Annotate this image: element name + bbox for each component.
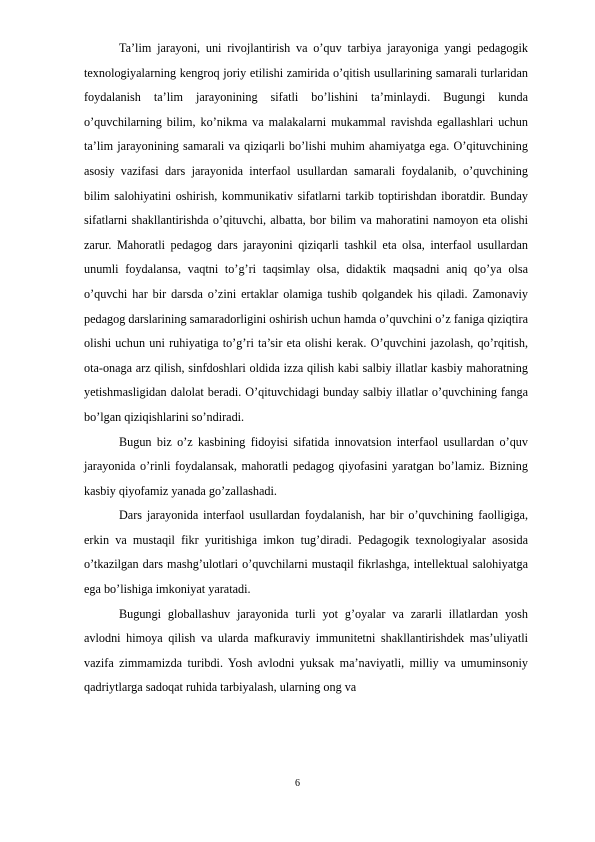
page-number: 6 bbox=[295, 778, 300, 789]
paragraph-3: Dars jarayonida interfaol usullardan foydalanish, har bir o’quvchining faolligiga, erkin va mustaqil fikr yuritishiga imkon tug’diradi. Pedagogik texnologiyalar asosida o’tkazilgan dars mashg’ulotlari o’quvchilarni mustaqil fikrlashga, intellektual salohiyatga ega bo’lishiga imkoniyat yaratadi. bbox=[84, 508, 528, 597]
paragraph-4: Bugungi globallashuv jarayonida turli yot g’oyalar va zararli illatlardan yosh avlodni himoya qilish va ularda mafkuraviy immunitetni shakllantirishdek mas’uliyatli vazifa zimmamizda turibdi. Yosh avlodni yuksak ma’naviyatli, milliy va umuminsoniy qadriytlarga sadoqat ruhida tarbiyalash, ularning ong va bbox=[84, 606, 528, 695]
document-page bbox=[84, 36, 528, 700]
paragraph-2: Bugun biz o’z kasbining fidoyisi sifatida innovatsion interfaol usullardan o’quv jarayonida o’rinli foydalansak, mahoratli pedagog qiyofasini yaratgan bo’lamiz. Bizning kasbiy qiyofamiz yanada go’zallashadi. bbox=[84, 434, 528, 498]
paragraph-1: Ta’lim jarayoni, uni rivojlantirish va o’quv tarbiya jarayoniga yangi pedagogik texnologiyalarning kengroq joriy etilishi zamirida o’qitish usullarining samarali turlaridan foydalanish ta’lim jarayonining sifatli bo’lishini ta’minlaydi. Bugungi kunda o’quvchilarning bilim, ko’nikma va malakalarni mukammal ravishda egallashlari uchun ta’lim jarayonining samarali va qiziqarli bo’lishi muhim ahamiyatga ega. O’qituvchining asosiy vazifasi dars jarayonida interfaol usullardan samarali foydalanib, o’quvchining bilim salohiyatini oshirish, kommunikativ sifatlarni tarkib toptirishdan iboratdir. Bunday sifatlarni shakllantirishda o’qituvchi, albatta, bor bilim va mahoratini namoyon eta olishi zarur. Mahoratli pedagog dars jarayonini qiziqarli tashkil eta olsa, interfaol usullardan unumli foydalansa, vaqtni to’g’ri taqsimlay olsa, didaktik maqsadni aniq qo’ya olsa o’quvchi har bir darsda o’zini ertaklar olamiga tushib qolgandek his qiladi. Zamonaviy pedagog darslarining samaradorligini oshirish uchun hamda o’quvchini o’z faniga qiziqtira olishi uchun uni ruhiyatiga to’g’ri ta’sir eta olishi kerak. O’quvchini jazolash, qo’rqitish, ota-onaga arz qilish, sinfdoshlari oldida izza qilish kabi salbiy illatlar kasbiy mahoratning yetishmasligidan dalolat beradi. O’qituvchidagi bunday salbiy illatlar o’quvchining fanga bo’lgan qiziqishlarini so’ndiradi. bbox=[84, 41, 528, 424]
